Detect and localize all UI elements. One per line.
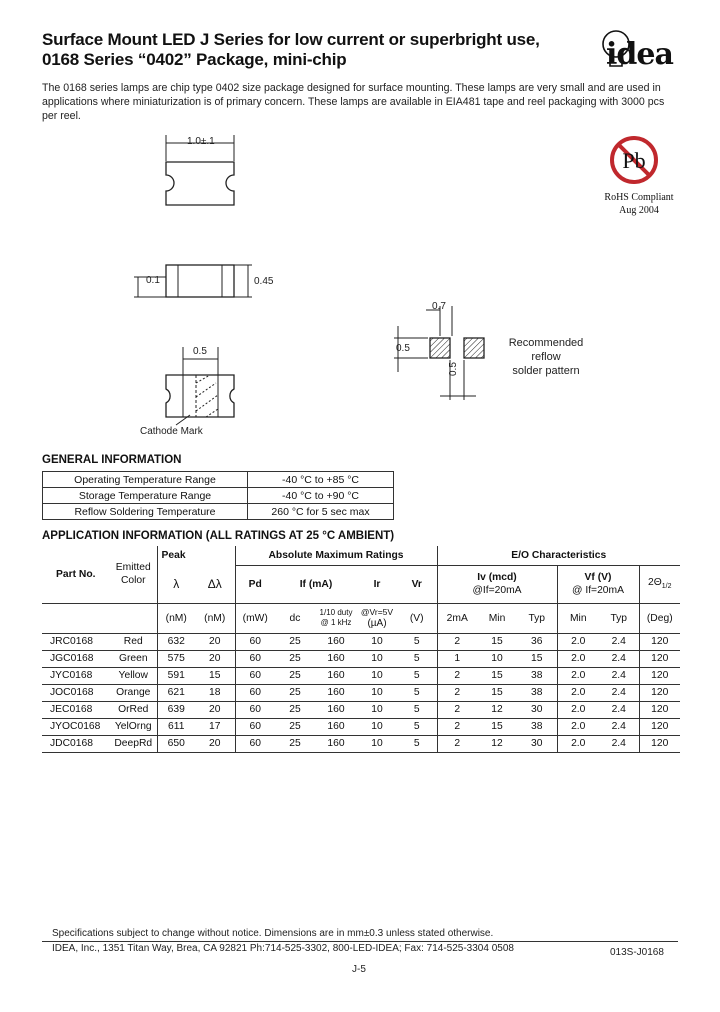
table-row xyxy=(42,718,680,735)
reflow-note xyxy=(500,336,592,378)
table-cell: 2.4 xyxy=(599,718,639,735)
logo-text: idea xyxy=(606,37,673,72)
table-row xyxy=(43,504,394,520)
table-cell: 120 xyxy=(639,684,680,701)
table-cell: 36 xyxy=(517,633,557,650)
intro-paragraph: The 0168 series lamps are chip type 0402 size package designed for surface mounting. These lamps are very small and are used in applications where miniaturization is of primary concern. These lamps are available in EIA481 tape and reel packaging with 3000 pcs per reel. xyxy=(42,82,665,122)
table-cell: 120 xyxy=(639,650,680,667)
table-cell: 160 xyxy=(315,701,357,718)
table-cell: 591 xyxy=(157,667,195,684)
unit-cell: (nM) xyxy=(195,603,235,633)
dim-length-label: 1.0±.1 xyxy=(187,136,215,147)
vf-condition: @ If=20mA xyxy=(572,585,624,596)
vf-header xyxy=(557,565,639,603)
table-cell: 20 xyxy=(195,633,235,650)
table-cell: 160 xyxy=(315,718,357,735)
table-cell: 15 xyxy=(517,650,557,667)
table-cell: 5 xyxy=(397,684,437,701)
unit-cell xyxy=(315,603,357,633)
unit-cell xyxy=(357,603,397,633)
table-cell: 5 xyxy=(397,701,437,718)
table-cell: 15 xyxy=(477,684,517,701)
table-cell: 10 xyxy=(357,650,397,667)
table-cell: 160 xyxy=(315,735,357,752)
footer-note: Specifications subject to change without notice. Dimensions are in mm±0.3 unless stated otherwise. xyxy=(52,928,494,939)
table-cell: 38 xyxy=(517,718,557,735)
unit-cell: (mW) xyxy=(235,603,275,633)
pulse-duty-label: 1/10 duty xyxy=(319,608,353,617)
ir-header: Ir xyxy=(357,565,397,603)
table-row xyxy=(42,650,680,667)
mechanical-drawing xyxy=(120,125,340,445)
table-cell: 60 xyxy=(235,667,275,684)
table-cell: JOC0168 xyxy=(42,684,110,701)
table-cell: 621 xyxy=(157,684,195,701)
table-cell: 38 xyxy=(517,684,557,701)
table-cell: 20 xyxy=(195,735,235,752)
unit-cell: (Deg) xyxy=(639,603,680,633)
table-cell: DeepRd xyxy=(110,735,157,752)
part-no-header: Part No. xyxy=(42,546,110,603)
ir-unit-label: (µA) xyxy=(367,618,387,629)
table-cell: 5 xyxy=(397,718,437,735)
table-cell: 17 xyxy=(195,718,235,735)
table-cell: 20 xyxy=(195,650,235,667)
table-row xyxy=(42,684,680,701)
if-header: If (mA) xyxy=(275,565,357,603)
table-cell: 1 xyxy=(437,650,477,667)
table-cell: 120 xyxy=(639,735,680,752)
table-cell: 12 xyxy=(477,701,517,718)
table-cell: 120 xyxy=(639,701,680,718)
pad-width-label: 0.5 xyxy=(396,343,410,354)
table-cell: 160 xyxy=(315,650,357,667)
table-cell: 25 xyxy=(275,684,315,701)
pad-spacing-label: 0.7 xyxy=(432,301,446,312)
table-cell: 2.0 xyxy=(557,633,599,650)
table-cell: 5 xyxy=(397,633,437,650)
page-number: J-5 xyxy=(352,964,366,975)
reflow-line-1: Recommended xyxy=(508,337,584,349)
footer-doc-number: 013S-J0168 xyxy=(610,947,664,958)
rohs-line-1: RoHS Compliant xyxy=(604,192,674,203)
table-cell: 2 xyxy=(437,633,477,650)
table-cell: 2.0 xyxy=(557,735,599,752)
table-cell: 10 xyxy=(357,735,397,752)
table-cell: 15 xyxy=(195,667,235,684)
units-row xyxy=(42,603,680,633)
peak-header: Peak xyxy=(157,546,195,565)
general-value: -40 °C to +85 °C xyxy=(248,472,394,488)
solder-pattern-drawing xyxy=(390,296,600,406)
unit-cell: Typ xyxy=(517,603,557,633)
application-heading: APPLICATION INFORMATION (ALL RATINGS AT 25 °C AMBIENT) xyxy=(42,530,395,542)
table-cell: 15 xyxy=(477,667,517,684)
pad-height-label: 0.5 xyxy=(448,362,459,376)
lambda-header: λ xyxy=(157,565,195,603)
table-cell: OrRed xyxy=(110,701,157,718)
table-cell: 15 xyxy=(477,718,517,735)
table-cell: 2.4 xyxy=(599,633,639,650)
cathode-mark-label: Cathode Mark xyxy=(140,426,203,437)
table-cell: 2.0 xyxy=(557,718,599,735)
table-cell: 2 xyxy=(437,701,477,718)
general-heading: GENERAL INFORMATION xyxy=(42,454,182,466)
unit-cell: (V) xyxy=(397,603,437,633)
abs-max-header: Absolute Maximum Ratings xyxy=(235,546,437,565)
table-cell: 632 xyxy=(157,633,195,650)
eo-header: E/O Characteristics xyxy=(437,546,680,565)
table-cell: 650 xyxy=(157,735,195,752)
color-label: Color xyxy=(120,575,146,587)
general-label: Operating Temperature Range xyxy=(43,472,248,488)
application-table xyxy=(42,546,680,753)
table-cell: 120 xyxy=(639,718,680,735)
rohs-line-2: Aug 2004 xyxy=(619,205,659,216)
table-cell: 2 xyxy=(437,684,477,701)
table-cell: 160 xyxy=(315,684,357,701)
table-cell: 2.0 xyxy=(557,650,599,667)
table-cell: JEC0168 xyxy=(42,701,110,718)
table-cell: 18 xyxy=(195,684,235,701)
table-cell: 2.4 xyxy=(599,684,639,701)
rohs-badge xyxy=(598,134,688,217)
iv-header xyxy=(437,565,557,603)
table-cell: 10 xyxy=(357,633,397,650)
table-cell: 25 xyxy=(275,718,315,735)
table-cell: JDC0168 xyxy=(42,735,110,752)
emitted-label: Emitted xyxy=(115,562,151,574)
table-cell: Orange xyxy=(110,684,157,701)
table-cell: 639 xyxy=(157,701,195,718)
dim-width-label: 0.5 xyxy=(193,346,207,357)
table-cell: 25 xyxy=(275,633,315,650)
table-cell: 5 xyxy=(397,735,437,752)
table-cell: 60 xyxy=(235,633,275,650)
table-cell: JRC0168 xyxy=(42,633,110,650)
theta-label: 2Θ xyxy=(648,577,662,589)
table-cell: 10 xyxy=(357,718,397,735)
table-cell: 2.4 xyxy=(599,701,639,718)
table-row xyxy=(42,667,680,684)
general-value: -40 °C to +90 °C xyxy=(248,488,394,504)
unit-cell: dc xyxy=(275,603,315,633)
table-cell: Yellow xyxy=(110,667,157,684)
unit-cell: Typ xyxy=(599,603,639,633)
dim-terminal-label: 0.1 xyxy=(146,275,160,286)
emitted-color-header xyxy=(110,546,157,603)
table-row xyxy=(43,472,394,488)
table-cell: 2 xyxy=(437,667,477,684)
table-cell: 38 xyxy=(517,667,557,684)
theta-subscript: 1/2 xyxy=(661,583,672,591)
table-cell: 60 xyxy=(235,684,275,701)
general-value: 260 °C for 5 sec max xyxy=(248,504,394,520)
table-row xyxy=(42,633,680,650)
table-cell: Red xyxy=(110,633,157,650)
footer-rule xyxy=(42,941,678,942)
general-label: Reflow Soldering Temperature xyxy=(43,504,248,520)
footer-address: IDEA, Inc., 1351 Titan Way, Brea, CA 92821 Ph:714-525-3302, 800-LED-IDEA; Fax: 714-525-3304 0508 xyxy=(52,943,514,954)
application-rows xyxy=(42,633,680,752)
table-row xyxy=(43,488,394,504)
table-cell: 25 xyxy=(275,650,315,667)
ir-condition-label: @Vr=5V xyxy=(360,607,394,617)
pd-header: Pd xyxy=(235,565,275,603)
table-cell: 12 xyxy=(477,735,517,752)
table-row xyxy=(42,735,680,752)
table-cell: 160 xyxy=(315,633,357,650)
table-cell: 2.4 xyxy=(599,667,639,684)
vr-header: Vr xyxy=(397,565,437,603)
table-cell: 575 xyxy=(157,650,195,667)
table-cell: 5 xyxy=(397,650,437,667)
table-cell: 2 xyxy=(437,735,477,752)
table-cell: 2.4 xyxy=(599,735,639,752)
table-cell: Green xyxy=(110,650,157,667)
pulse-freq-label: @ 1 kHz xyxy=(320,618,352,627)
table-cell: 160 xyxy=(315,667,357,684)
table-cell: 30 xyxy=(517,735,557,752)
table-cell: 25 xyxy=(275,735,315,752)
table-cell: YelOrng xyxy=(110,718,157,735)
general-table xyxy=(42,471,394,520)
iv-label: Iv (mcd) xyxy=(477,572,517,583)
table-cell: 25 xyxy=(275,667,315,684)
table-cell: 120 xyxy=(639,633,680,650)
unit-cell: Min xyxy=(557,603,599,633)
vf-label: Vf (V) xyxy=(584,572,612,583)
iv-condition: @If=20mA xyxy=(472,585,522,596)
table-cell: 25 xyxy=(275,701,315,718)
table-cell: 2.4 xyxy=(599,650,639,667)
unit-cell: Min xyxy=(477,603,517,633)
header-row-1 xyxy=(42,546,680,565)
dim-height-label: 0.45 xyxy=(254,276,274,287)
table-cell: 2.0 xyxy=(557,701,599,718)
table-cell: 15 xyxy=(477,633,517,650)
table-row xyxy=(42,701,680,718)
table-cell: 20 xyxy=(195,701,235,718)
general-label: Storage Temperature Range xyxy=(43,488,248,504)
no-lead-icon xyxy=(608,134,660,186)
table-cell: 5 xyxy=(397,667,437,684)
table-cell: 2.0 xyxy=(557,684,599,701)
table-cell: 60 xyxy=(235,735,275,752)
table-cell: 2 xyxy=(437,718,477,735)
reflow-line-3: solder pattern xyxy=(512,365,580,377)
unit-cell: (nM) xyxy=(157,603,195,633)
title-line-1: Surface Mount LED J Series for low current or superbright use, xyxy=(42,30,540,49)
table-cell: 120 xyxy=(639,667,680,684)
table-cell: 30 xyxy=(517,701,557,718)
table-cell: 10 xyxy=(477,650,517,667)
reflow-line-2: reflow xyxy=(531,351,561,363)
table-cell: 60 xyxy=(235,718,275,735)
theta-header xyxy=(639,565,680,603)
table-cell: 10 xyxy=(357,701,397,718)
pb-symbol: Pb xyxy=(622,148,646,173)
table-cell: JGC0168 xyxy=(42,650,110,667)
table-cell: 60 xyxy=(235,650,275,667)
unit-cell: 2mA xyxy=(437,603,477,633)
table-cell: 2.0 xyxy=(557,667,599,684)
table-cell: 611 xyxy=(157,718,195,735)
table-cell: 10 xyxy=(357,684,397,701)
page-title xyxy=(42,30,540,70)
table-cell: 10 xyxy=(357,667,397,684)
idea-logo xyxy=(596,26,676,78)
dlambda-header: Δλ xyxy=(195,565,235,603)
table-cell: JYC0168 xyxy=(42,667,110,684)
rohs-text xyxy=(594,191,684,217)
table-cell: JYOC0168 xyxy=(42,718,110,735)
table-cell: 60 xyxy=(235,701,275,718)
title-line-2: 0168 Series “0402” Package, mini-chip xyxy=(42,50,347,69)
